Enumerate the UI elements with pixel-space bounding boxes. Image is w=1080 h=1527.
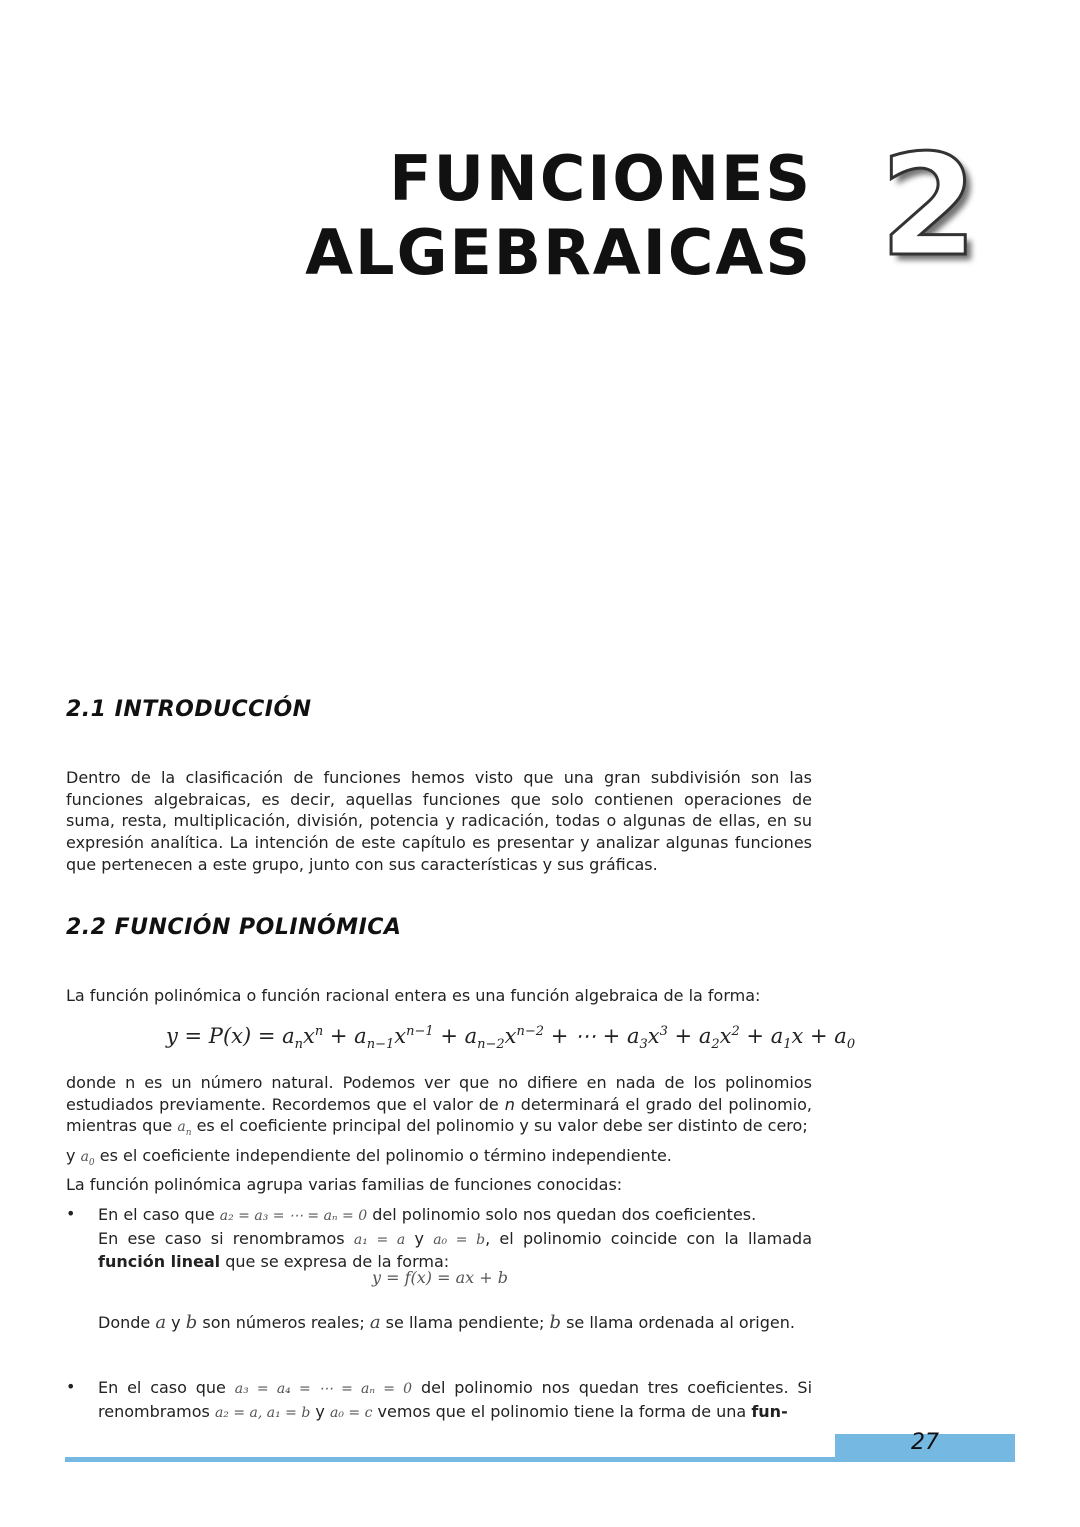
- section-heading-funcion-polinomica: 2.2 FUNCIÓN POLINÓMICA: [66, 915, 402, 940]
- body-n-var: n: [504, 1094, 515, 1114]
- b2-bold-term: fun-: [751, 1401, 788, 1421]
- b2-end: vemos que el polinomio tiene la forma de una: [377, 1401, 747, 1421]
- b1-bold-term: función lineal: [98, 1252, 221, 1272]
- intro-paragraph: Dentro de la clasificación de funciones hemos visto que una gran subdivisión son las funciones algebraicas, es decir, aquellas funciones que solo contienen operaciones de suma, resta, multiplicación, división, potencia y radicación, todas o algunas de ellas, en su expresión analítica. La intención de este capítulo es presentar y analizar algunas funciones que pertenecen a este grupo, junto con sus características y sus gráficas.: [66, 768, 812, 874]
- b1-mid: del polinomio solo nos quedan dos coeficientes.: [372, 1205, 757, 1224]
- bullet-quadratic-function: [98, 1377, 812, 1424]
- b2-rename: a₂ = a, a₁ = b: [214, 1404, 311, 1421]
- chapter-title: [305, 142, 812, 290]
- b1-note-a: a: [155, 1312, 167, 1333]
- math-a0: $a_0$: [80, 1148, 95, 1168]
- page-number: 27: [911, 1430, 939, 1455]
- body-text-3: es el coeficiente principal del polinomio y su valor debe ser distinto de cero;: [191, 1116, 808, 1136]
- b2-mid: del polinomio nos quedan tres coeficientes. Si renombramos: [98, 1378, 813, 1421]
- b2-start: En el caso que: [98, 1378, 226, 1397]
- polynomial-lead-paragraph: La función polinómica o función racional entera es una función algebraica de la forma:: [66, 986, 761, 1005]
- bullet-dot-icon: •: [66, 1204, 76, 1223]
- b1-note-1: Donde: [98, 1313, 151, 1332]
- bullet-linear-note: [98, 1312, 812, 1334]
- b2-and: y: [315, 1401, 325, 1421]
- b1-line3: que se expresa de la forma:: [225, 1252, 450, 1272]
- chapter-title-line1: FUNCIONES: [389, 142, 812, 215]
- b1-line2a: En ese caso si renombramos: [98, 1228, 345, 1248]
- b1-condition: a₂ = a₃ = ⋯ = aₙ = 0: [219, 1208, 368, 1224]
- linear-formula: y = f(x) = ax + b: [372, 1268, 509, 1287]
- b1-note-y: y: [171, 1313, 181, 1332]
- polynomial-formula: $y = P(x) = a_nx^n + a_{n-1}x^{n-1} + a_{n-2}x^{n-2}$ + ⋯ + $a_3x^3 + a_2x^2 + a_1x + a_0$: [166, 1024, 856, 1053]
- b1-note-3: se llama pendiente;: [385, 1313, 545, 1332]
- b1-line2b: , el polinomio coincide con la llamada: [485, 1228, 813, 1248]
- body-text-4: es el coeficiente independiente del polinomio o término independiente.: [94, 1145, 672, 1165]
- b1-note-b2: b: [549, 1312, 561, 1333]
- b1-and: y: [414, 1228, 424, 1248]
- b1-note-b: b: [185, 1312, 198, 1333]
- b2-condition: a₃ = a₄ = ⋯ = aₙ = 0: [234, 1381, 413, 1397]
- bullet-dot-icon: •: [66, 1377, 76, 1396]
- b1-note-4: se llama ordenada al origen.: [566, 1313, 795, 1332]
- body-text-1: donde n es un número natural. Podemos ver que no difiere en nada de los polinomios estudiados previamente. Recordemos que el valor de: [66, 1073, 812, 1114]
- math-an: $a_n$: [177, 1119, 192, 1139]
- body-text-5: La función polinómica agrupa varias familias de funciones conocidas:: [66, 1175, 623, 1195]
- chapter-title-line2: ALGEBRAICAS: [305, 216, 812, 289]
- section-heading-introduccion: 2.1 INTRODUCCIÓN: [66, 697, 312, 722]
- chapter-number: 2: [880, 125, 978, 288]
- body-y: y: [66, 1145, 76, 1165]
- b1-rename1: a₁ = a: [353, 1231, 406, 1248]
- polynomial-body-paragraph: [66, 1072, 812, 1196]
- b2-rename2: a₀ = c: [329, 1404, 373, 1421]
- b1-start: En el caso que: [98, 1205, 215, 1224]
- b1-note-a2: a: [369, 1312, 381, 1333]
- body-text-2: determinará el grado del polinomio, mientras que: [66, 1094, 813, 1136]
- b1-rename2: a₀ = b: [433, 1231, 486, 1248]
- b1-note-2: son números reales;: [202, 1313, 365, 1332]
- bullet-linear-function: [98, 1204, 812, 1273]
